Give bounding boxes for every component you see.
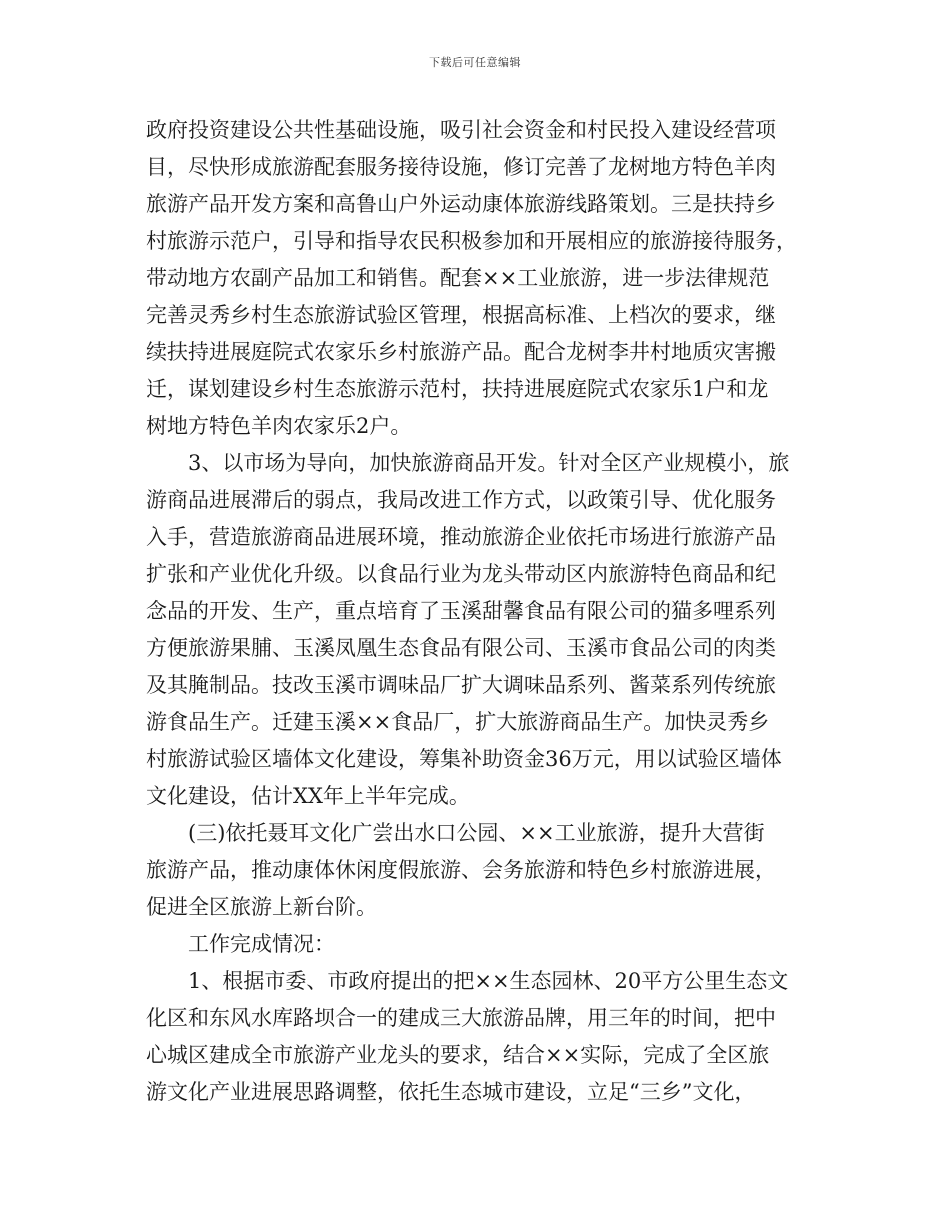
- text-line: 旅游产品开发方案和高鲁山户外运动康体旅游线路策划。三是扶持乡: [146, 192, 776, 216]
- text-line: 带动地方农副产品加工和销售。配套××工业旅游，进一步法律规范: [146, 266, 770, 290]
- text-line: 村旅游示范户，引导和指导农民积极参加和开展相应的旅游接待服务，: [146, 229, 797, 253]
- subheading-line: 工作完成情况：: [188, 932, 335, 956]
- text-line: 心城区建成全市旅游产业龙头的要求，结合××实际，完成了全区旅: [146, 1043, 770, 1067]
- text-line: 扩张和产业优化升级。以食品行业为龙头带动区内旅游特色商品和纪: [146, 562, 776, 586]
- text-line: 迁，谋划建设乡村生态旅游示范村，扶持进展庭院式农家乐1户和龙: [146, 377, 769, 401]
- text-line: 政府投资建设公共性基础设施，吸引社会资金和村民投入建设经营项: [146, 118, 776, 142]
- header-note: 下载后可任意编辑: [429, 56, 521, 69]
- text-line: 念品的开发、生产，重点培育了玉溪甜馨食品有限公司的猫多哩系列: [146, 599, 776, 623]
- text-line: 游食品生产。迁建玉溪××食品厂，扩大旅游商品生产。加快灵秀乡: [146, 710, 770, 734]
- text-line: 及其腌制品。技改玉溪市调味品厂扩大调味品系列、酱菜系列传统旅: [146, 673, 776, 697]
- text-line: 入手，营造旅游商品进展环境，推动旅游企业依托市场进行旅游产品: [146, 525, 776, 549]
- text-line: 方便旅游果脯、玉溪凤凰生态食品有限公司、玉溪市食品公司的肉类: [146, 636, 776, 660]
- text-line: 游文化产业进展思路调整，依托生态城市建设，立足“三乡”文化，: [146, 1080, 756, 1104]
- text-line: 旅游产品，推动康体休闲度假旅游、会务旅游和特色乡村旅游进展，: [146, 858, 776, 882]
- paragraph-start-line: 3、以市场为导向，加快旅游商品开发。针对全区产业规模小，旅: [188, 451, 790, 475]
- text-line: 游商品进展滞后的弱点，我局改进工作方式，以政策引导、优化服务: [146, 488, 776, 512]
- text-line: 化区和东风水库路坝合一的建成三大旅游品牌，用三年的时间，把中: [146, 1006, 776, 1030]
- body-text: [146, 112, 810, 1111]
- text-line: 树地方特色羊肉农家乐2户。: [146, 414, 412, 438]
- text-line: 促进全区旅游上新台阶。: [146, 895, 377, 919]
- text-line: 续扶持进展庭院式农家乐乡村旅游产品。配合龙树李井村地质灾害搬: [146, 340, 776, 364]
- section-heading-line: (三)依托聂耳文化广尝出水口公园、××工业旅游，提升大营街: [188, 821, 765, 845]
- paragraph-start-line: 1、根据市委、市政府提出的把××生态园林、20平方公里生态文: [188, 969, 789, 993]
- text-line: 完善灵秀乡村生态旅游试验区管理，根据高标准、上档次的要求，继: [146, 303, 776, 327]
- text-line: 文化建设，估计XX年上半年完成。: [146, 784, 470, 808]
- text-line: 村旅游试验区墙体文化建设，筹集补助资金36万元，用以试验区墙体: [146, 747, 782, 771]
- text-line: 目，尽快形成旅游配套服务接待设施，修订完善了龙树地方特色羊肉: [146, 155, 776, 179]
